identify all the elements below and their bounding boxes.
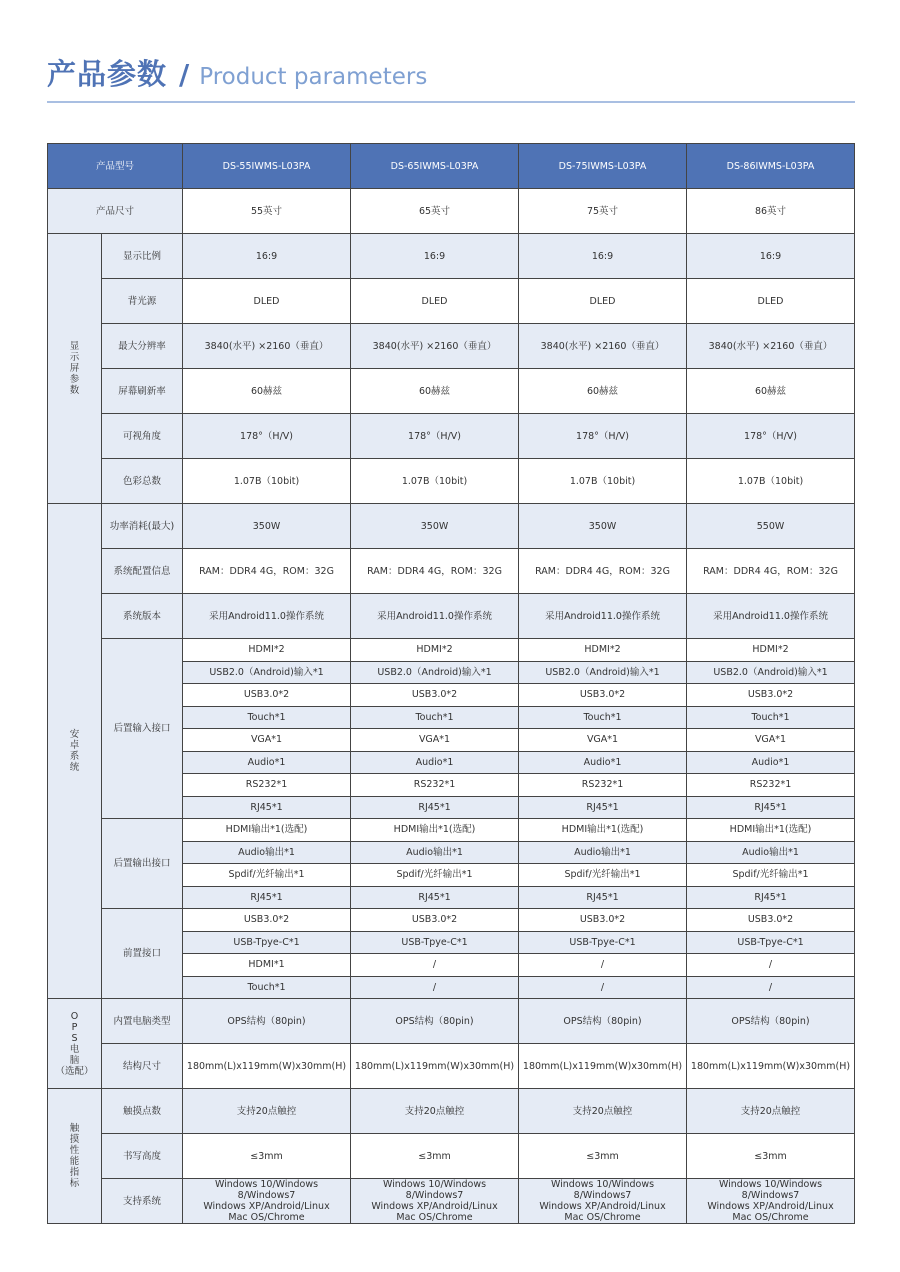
size-label: 产品尺寸 [48, 189, 183, 234]
value-cell: RS232*1 [183, 774, 351, 797]
value-cell: Audio*1 [519, 751, 687, 774]
value-cell: 178°（H/V) [183, 414, 351, 459]
value-cell: / [687, 954, 855, 977]
value-cell: 3840(水平) ×2160（垂直） [183, 324, 351, 369]
value-cell: 采用Android11.0操作系统 [687, 594, 855, 639]
value-cell: ≤3mm [351, 1134, 519, 1179]
value-cell: Audio输出*1 [687, 841, 855, 864]
value-cell: HDMI输出*1(选配) [183, 819, 351, 842]
row-label: 触摸点数 [102, 1089, 183, 1134]
value-cell: RAM：DDR4 4G，ROM：32G [519, 549, 687, 594]
value-cell: / [519, 954, 687, 977]
value-cell: 16:9 [183, 234, 351, 279]
value-cell: Touch*1 [183, 706, 351, 729]
table-row [48, 909, 855, 932]
value-cell: 550W [687, 504, 855, 549]
value-cell: 180mm(L)x119mm(W)x30mm(H) [519, 1044, 687, 1089]
value-cell: 16:9 [519, 234, 687, 279]
value-cell: 16:9 [687, 234, 855, 279]
row-label: 最大分辨率 [102, 324, 183, 369]
section-label: 后置输出接口 [102, 819, 183, 909]
model-header: DS-75IWMS-L03PA [519, 144, 687, 189]
table-row [48, 324, 855, 369]
value-cell: USB-Tpye-C*1 [183, 931, 351, 954]
value-cell: DLED [351, 279, 519, 324]
value-cell: / [519, 976, 687, 999]
value-cell: USB2.0（Android)输入*1 [687, 661, 855, 684]
value-cell: DLED [687, 279, 855, 324]
value-cell: Audio输出*1 [351, 841, 519, 864]
page-title-en: Product parameters [199, 64, 428, 90]
value-cell: Touch*1 [183, 976, 351, 999]
value-cell: USB3.0*2 [183, 684, 351, 707]
value-cell: HDMI*2 [351, 639, 519, 662]
value-cell: 75英寸 [519, 189, 687, 234]
value-cell: VGA*1 [687, 729, 855, 752]
table-row [48, 1044, 855, 1089]
table-row [48, 549, 855, 594]
row-label: 可视角度 [102, 414, 183, 459]
page-header [47, 52, 427, 93]
value-cell: Spdif/光纤输出*1 [183, 864, 351, 887]
value-cell: RS232*1 [519, 774, 687, 797]
row-label: 色彩总数 [102, 459, 183, 504]
value-cell: 180mm(L)x119mm(W)x30mm(H) [687, 1044, 855, 1089]
value-cell: 55英寸 [183, 189, 351, 234]
table-row [48, 1179, 855, 1224]
value-cell: Audio*1 [687, 751, 855, 774]
value-cell: HDMI*2 [687, 639, 855, 662]
model-header: DS-55IWMS-L03PA [183, 144, 351, 189]
value-cell: 178°（H/V) [351, 414, 519, 459]
value-cell: 60赫兹 [183, 369, 351, 414]
table-row [48, 144, 855, 189]
value-cell: USB3.0*2 [519, 684, 687, 707]
value-cell: USB3.0*2 [687, 909, 855, 932]
value-cell: 178°（H/V) [687, 414, 855, 459]
header-divider [47, 101, 855, 103]
ops-group-label: O P S 电 脑 （选配） [48, 999, 102, 1089]
value-cell: 1.07B（10bit) [687, 459, 855, 504]
model-header: DS-65IWMS-L03PA [351, 144, 519, 189]
value-cell: 支持20点触控 [687, 1089, 855, 1134]
value-cell: 采用Android11.0操作系统 [183, 594, 351, 639]
value-cell: RJ45*1 [519, 796, 687, 819]
value-cell: DLED [519, 279, 687, 324]
section-label: 前置接口 [102, 909, 183, 999]
value-cell: RJ45*1 [519, 886, 687, 909]
spec-table [47, 143, 855, 1224]
value-cell: 180mm(L)x119mm(W)x30mm(H) [351, 1044, 519, 1089]
value-cell: 180mm(L)x119mm(W)x30mm(H) [183, 1044, 351, 1089]
value-cell: RS232*1 [351, 774, 519, 797]
row-label: 系统版本 [102, 594, 183, 639]
value-cell: Touch*1 [687, 706, 855, 729]
value-cell: HDMI*1 [183, 954, 351, 977]
value-cell: 178°（H/V) [519, 414, 687, 459]
value-cell: 350W [519, 504, 687, 549]
value-cell: USB2.0（Android)输入*1 [183, 661, 351, 684]
value-cell: USB3.0*2 [519, 909, 687, 932]
value-cell: RAM：DDR4 4G，ROM：32G [351, 549, 519, 594]
value-cell: 支持20点触控 [351, 1089, 519, 1134]
value-cell: USB-Tpye-C*1 [351, 931, 519, 954]
value-cell: USB3.0*2 [183, 909, 351, 932]
value-cell: OPS结构（80pin) [183, 999, 351, 1044]
value-cell: 60赫兹 [519, 369, 687, 414]
value-cell: / [687, 976, 855, 999]
value-cell: HDMI*2 [183, 639, 351, 662]
value-cell: ≤3mm [183, 1134, 351, 1179]
value-cell: OPS结构（80pin) [351, 999, 519, 1044]
value-cell: Spdif/光纤输出*1 [519, 864, 687, 887]
value-cell: USB2.0（Android)输入*1 [519, 661, 687, 684]
value-cell: 采用Android11.0操作系统 [351, 594, 519, 639]
row-label: 显示比例 [102, 234, 183, 279]
value-cell: 1.07B（10bit) [351, 459, 519, 504]
value-cell: Audio输出*1 [519, 841, 687, 864]
value-cell: ≤3mm [687, 1134, 855, 1179]
value-cell: VGA*1 [519, 729, 687, 752]
value-cell: USB3.0*2 [351, 684, 519, 707]
row-label: 功率消耗(最大) [102, 504, 183, 549]
row-label: 背光源 [102, 279, 183, 324]
value-cell: RJ45*1 [351, 796, 519, 819]
value-cell: HDMI*2 [519, 639, 687, 662]
value-cell: 16:9 [351, 234, 519, 279]
table-row [48, 279, 855, 324]
value-cell: Spdif/光纤输出*1 [351, 864, 519, 887]
table-row [48, 234, 855, 279]
value-cell: RJ45*1 [687, 796, 855, 819]
value-cell: OPS结构（80pin) [687, 999, 855, 1044]
value-cell: 65英寸 [351, 189, 519, 234]
value-cell: DLED [183, 279, 351, 324]
value-cell: 350W [351, 504, 519, 549]
model-label: 产品型号 [48, 144, 183, 189]
value-cell: / [351, 954, 519, 977]
table-row [48, 639, 855, 662]
model-header: DS-86IWMS-L03PA [687, 144, 855, 189]
value-cell: VGA*1 [351, 729, 519, 752]
value-cell: VGA*1 [183, 729, 351, 752]
value-cell: ≤3mm [519, 1134, 687, 1179]
table-row [48, 1089, 855, 1134]
value-cell: Windows 10/Windows 8/Windows7 Windows XP/Android/Linux Mac OS/Chrome [687, 1179, 855, 1224]
android-group-label: 安 卓 系 统 [48, 504, 102, 999]
value-cell: HDMI输出*1(选配) [687, 819, 855, 842]
value-cell: 86英寸 [687, 189, 855, 234]
value-cell: Spdif/光纤输出*1 [687, 864, 855, 887]
row-label: 屏幕刷新率 [102, 369, 183, 414]
value-cell: RAM：DDR4 4G，ROM：32G [687, 549, 855, 594]
value-cell: 采用Android11.0操作系统 [519, 594, 687, 639]
value-cell: 3840(水平) ×2160（垂直） [519, 324, 687, 369]
value-cell: 1.07B（10bit) [519, 459, 687, 504]
row-label: 结构尺寸 [102, 1044, 183, 1089]
table-row [48, 1134, 855, 1179]
value-cell: 支持20点触控 [183, 1089, 351, 1134]
value-cell: Windows 10/Windows 8/Windows7 Windows XP/Android/Linux Mac OS/Chrome [519, 1179, 687, 1224]
value-cell: USB3.0*2 [351, 909, 519, 932]
display-group-label: 显 示 屏 参 数 [48, 234, 102, 504]
table-row [48, 594, 855, 639]
table-row [48, 189, 855, 234]
value-cell: USB-Tpye-C*1 [519, 931, 687, 954]
value-cell: Audio*1 [351, 751, 519, 774]
value-cell: 350W [183, 504, 351, 549]
row-label: 系统配置信息 [102, 549, 183, 594]
value-cell: RJ45*1 [687, 886, 855, 909]
value-cell: Windows 10/Windows 8/Windows7 Windows XP/Android/Linux Mac OS/Chrome [351, 1179, 519, 1224]
table-row [48, 504, 855, 549]
table-row [48, 819, 855, 842]
value-cell: Audio*1 [183, 751, 351, 774]
value-cell: RJ45*1 [183, 796, 351, 819]
value-cell: 1.07B（10bit) [183, 459, 351, 504]
value-cell: USB-Tpye-C*1 [687, 931, 855, 954]
value-cell: OPS结构（80pin) [519, 999, 687, 1044]
row-label: 支持系统 [102, 1179, 183, 1224]
row-label: 内置电脑类型 [102, 999, 183, 1044]
value-cell: RAM：DDR4 4G，ROM：32G [183, 549, 351, 594]
table-row [48, 369, 855, 414]
value-cell: 60赫兹 [351, 369, 519, 414]
value-cell: RJ45*1 [351, 886, 519, 909]
value-cell: / [351, 976, 519, 999]
value-cell: USB3.0*2 [687, 684, 855, 707]
title-slash: / [179, 58, 190, 91]
value-cell: 3840(水平) ×2160（垂直） [351, 324, 519, 369]
section-label: 后置输入接口 [102, 639, 183, 819]
value-cell: 支持20点触控 [519, 1089, 687, 1134]
value-cell: HDMI输出*1(选配) [351, 819, 519, 842]
page-title-cn: 产品参数 [47, 57, 168, 91]
table-row [48, 459, 855, 504]
value-cell: RJ45*1 [183, 886, 351, 909]
value-cell: Touch*1 [519, 706, 687, 729]
value-cell: RS232*1 [687, 774, 855, 797]
value-cell: 60赫兹 [687, 369, 855, 414]
value-cell: 3840(水平) ×2160（垂直） [687, 324, 855, 369]
value-cell: USB2.0（Android)输入*1 [351, 661, 519, 684]
touch-group-label: 触 摸 性 能 指 标 [48, 1089, 102, 1224]
value-cell: Audio输出*1 [183, 841, 351, 864]
value-cell: Windows 10/Windows 8/Windows7 Windows XP/Android/Linux Mac OS/Chrome [183, 1179, 351, 1224]
table-row [48, 414, 855, 459]
table-row [48, 999, 855, 1044]
value-cell: HDMI输出*1(选配) [519, 819, 687, 842]
row-label: 书写高度 [102, 1134, 183, 1179]
value-cell: Touch*1 [351, 706, 519, 729]
